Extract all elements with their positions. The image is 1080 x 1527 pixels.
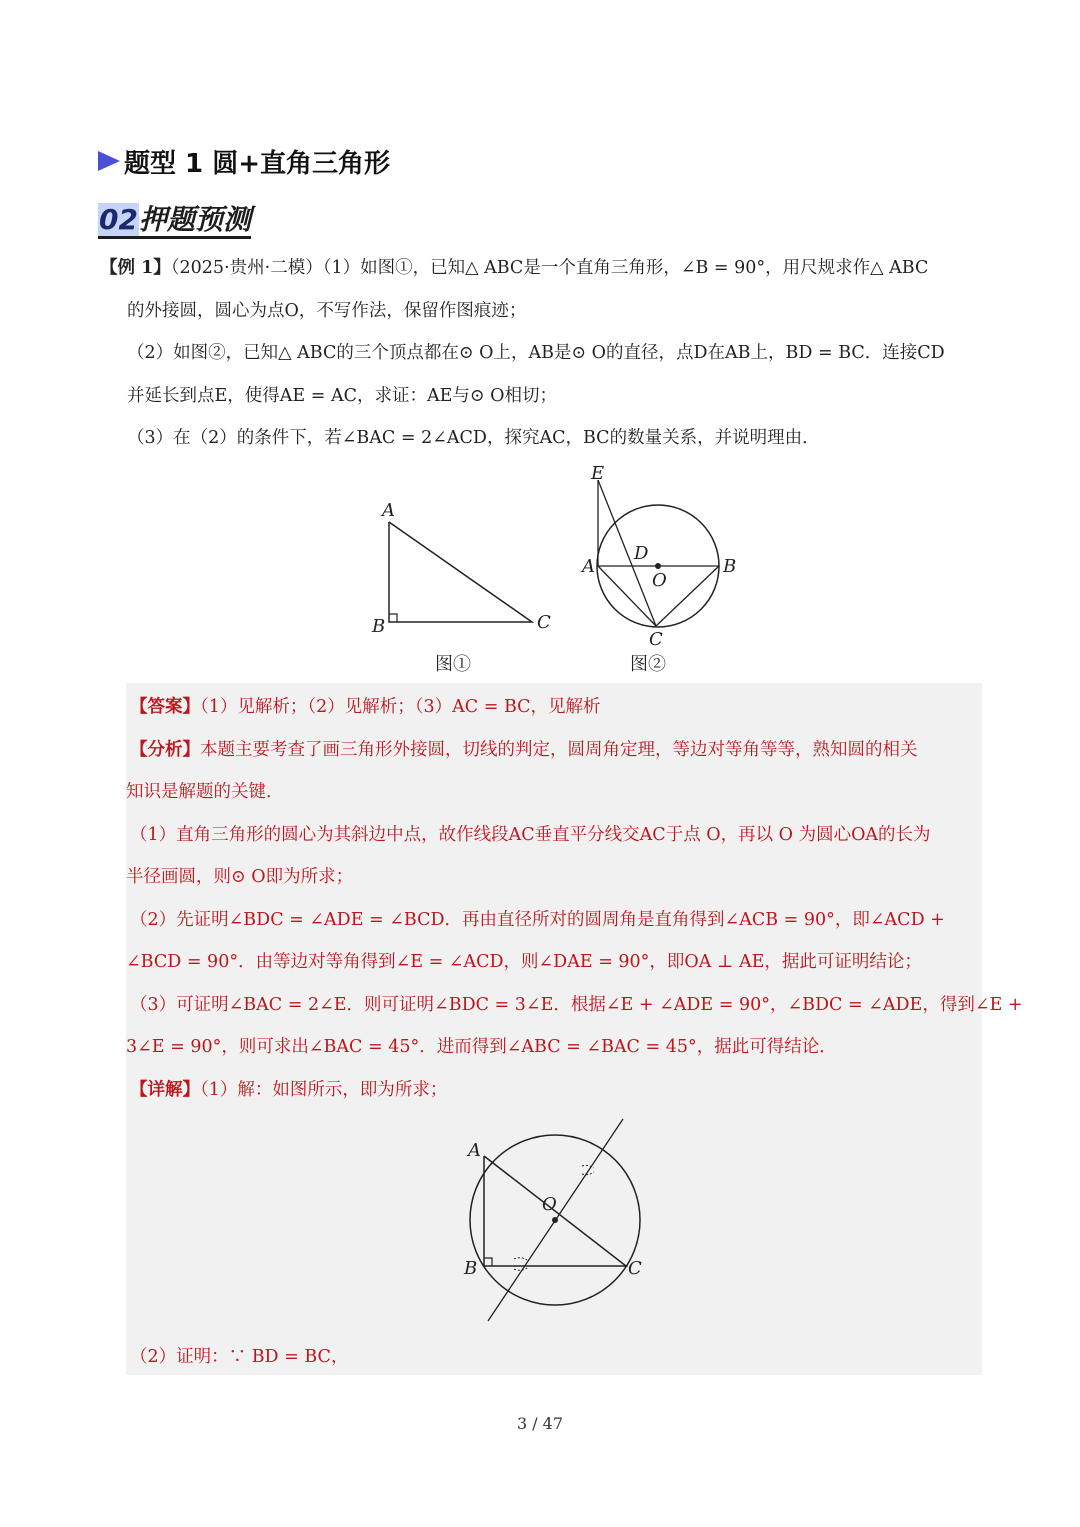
fig1-label-a: A bbox=[382, 500, 395, 521]
figure-3 bbox=[456, 1111, 656, 1326]
analysis-text-1: 本题主要考查了画三角形外接圆，切线的判定，圆周角定理，等边对等角等等，熟知圆的相关 bbox=[200, 740, 918, 760]
answer-label: 【答案】 bbox=[130, 697, 200, 717]
answer-line bbox=[130, 693, 601, 718]
solution-box bbox=[126, 683, 1023, 1375]
problem-line-3: （2）如图②，已知△ ABC的三个顶点都在⊙ O上，AB是⊙ O的直径，点D在AB上，BD = BC．连接CD bbox=[127, 343, 945, 363]
fig1-label-b: B bbox=[372, 616, 386, 637]
page-number: 3 / 47 bbox=[516, 1414, 564, 1433]
figure-1 bbox=[371, 500, 551, 675]
figure-2 bbox=[580, 463, 736, 675]
detail-text-1: （1）解：如图所示，即为所求； bbox=[200, 1080, 448, 1100]
problem-line-2: 的外接圆，圆心为点O，不写作法，保留作图痕迹； bbox=[127, 301, 527, 321]
analysis-line-2: 知识是解题的关键． bbox=[126, 782, 284, 802]
subsection-title bbox=[98, 198, 251, 238]
section-title-text: 题型 1 圆+直角三角形 bbox=[124, 148, 390, 179]
problem-text-1: （1）如图①，已知△ ABC是一个直角三角形，∠B = 90°，用尺规求作△ ABC bbox=[322, 258, 929, 278]
section-title bbox=[98, 142, 390, 180]
analysis-line-6: ∠BCD = 90°．由等边对等角得到∠E = ∠ACD，则∠DAE = 90°，即OA ⊥ AE，据此可证明结论； bbox=[126, 952, 922, 972]
fig2-label-a: A bbox=[582, 556, 595, 577]
subsection-number: 02 bbox=[99, 203, 138, 236]
analysis-line-3: （1）直角三角形的圆心为其斜边中点，故作线段AC垂直平分线交AC于点 O，再以 O 为圆心OA的长为 bbox=[130, 825, 931, 845]
fig3-label-c: C bbox=[628, 1258, 642, 1279]
analysis-line-5: （2）先证明∠BDC = ∠ADE = ∠BCD．再由直径所对的圆周角是直角得到∠ACB = 90°，即∠ACD + bbox=[130, 910, 945, 930]
fig2-caption: 图② bbox=[630, 654, 666, 675]
problem-line-1 bbox=[100, 254, 928, 279]
problem-block bbox=[100, 254, 1000, 454]
problem-source: （2025·贵州·二模） bbox=[170, 258, 323, 278]
fig2-label-e: E bbox=[591, 463, 605, 484]
detail-line-1 bbox=[130, 1076, 447, 1101]
problem-figures bbox=[360, 460, 740, 680]
triangle-bullet-icon bbox=[98, 151, 120, 171]
analysis-line-8: 3∠E = 90°，则可求出∠BAC = 45°．进而得到∠ABC = ∠BAC = 45°，据此可得结论． bbox=[126, 1037, 837, 1057]
analysis-line-7: （3）可证明∠BAC = 2∠E．则可证明∠BDC = 3∠E．根据∠E + ∠ADE = 90°，∠BDC = ∠ADE，得到∠E + bbox=[130, 995, 1023, 1015]
analysis-line-4: 半径画圆，则⊙ O即为所求； bbox=[126, 867, 354, 887]
fig2-label-d: D bbox=[634, 543, 649, 564]
fig3-label-a: A bbox=[468, 1140, 481, 1161]
fig2-label-c: C bbox=[649, 629, 663, 650]
detail-line-2: （2）证明：∵ BD = BC， bbox=[130, 1347, 349, 1367]
fig2-label-o: O bbox=[652, 570, 667, 591]
fig3-label-o: O bbox=[542, 1194, 557, 1215]
fig2-label-b: B bbox=[723, 556, 737, 577]
example-label: 【例 1】 bbox=[100, 258, 171, 278]
answer-text: （1）见解析；（2）见解析；（3）AC = BC，见解析 bbox=[200, 697, 601, 717]
fig1-caption: 图① bbox=[435, 654, 471, 675]
fig1-label-c: C bbox=[537, 612, 551, 633]
detail-label: 【详解】 bbox=[130, 1080, 200, 1100]
subsection-text: 押题预测 bbox=[138, 203, 251, 236]
fig3-label-b: B bbox=[464, 1258, 478, 1279]
analysis-line-1 bbox=[130, 736, 918, 761]
problem-line-5: （3）在（2）的条件下，若∠BAC = 2∠ACD，探究AC，BC的数量关系，并说明理由． bbox=[127, 428, 820, 448]
problem-line-4: 并延长到点E，使得AE = AC，求证：AE与⊙ O相切； bbox=[127, 386, 557, 406]
analysis-label: 【分析】 bbox=[130, 740, 200, 760]
